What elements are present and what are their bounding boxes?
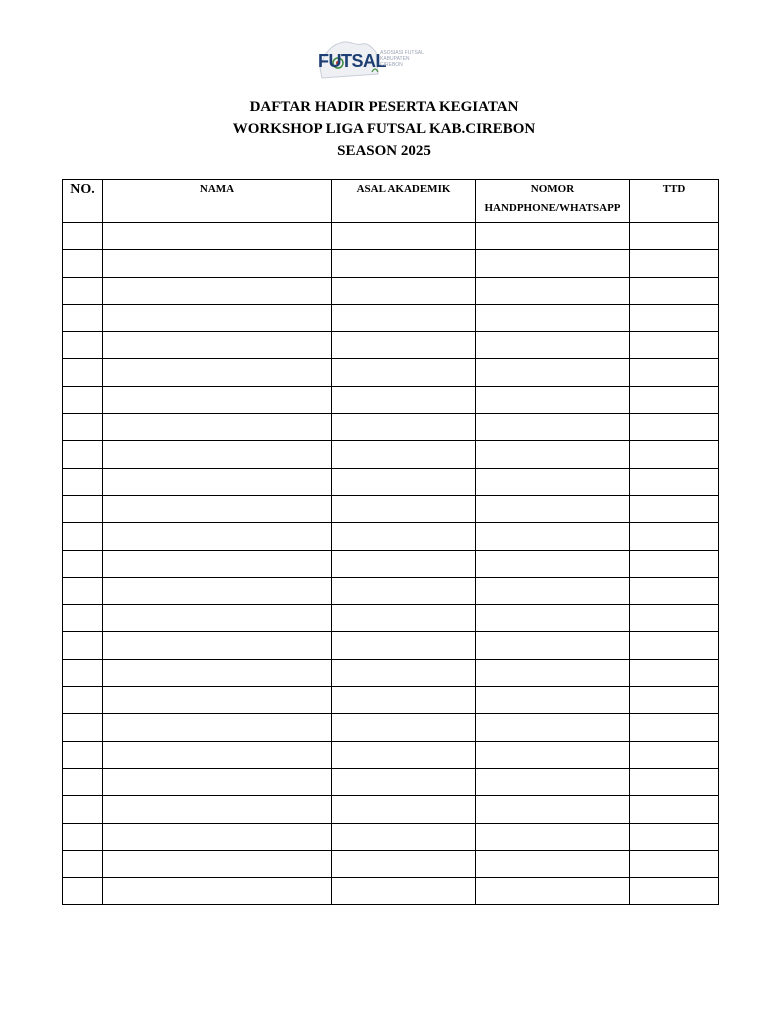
cell-nomor[interactable] [476,823,630,850]
cell-no[interactable] [63,796,103,823]
cell-ttd[interactable] [630,741,719,768]
cell-nomor[interactable] [476,523,630,550]
cell-nama[interactable] [103,741,332,768]
table-row [63,414,719,441]
cell-nama[interactable] [103,468,332,495]
cell-nama[interactable] [103,277,332,304]
cell-ttd[interactable] [630,768,719,795]
cell-ttd[interactable] [630,468,719,495]
table-row [63,441,719,468]
cell-no[interactable] [63,468,103,495]
cell-ttd[interactable] [630,359,719,386]
cell-asal-akademik[interactable] [332,823,476,850]
column-header-asal-akademik: ASAL AKADEMIK [332,180,476,223]
column-header-nomor [476,180,630,223]
cell-nama[interactable] [103,359,332,386]
cell-asal-akademik[interactable] [332,741,476,768]
cell-no[interactable] [63,304,103,331]
table-row [63,823,719,850]
cell-nomor[interactable] [476,495,630,522]
table-row [63,277,719,304]
cell-ttd[interactable] [630,714,719,741]
cell-nomor[interactable] [476,768,630,795]
cell-asal-akademik[interactable] [332,659,476,686]
table-row [63,632,719,659]
cell-no[interactable] [63,768,103,795]
document-season: SEASON 2025 [337,143,431,159]
cell-ttd[interactable] [630,277,719,304]
cell-nomor[interactable] [476,441,630,468]
cell-ttd[interactable] [630,550,719,577]
cell-nomor[interactable] [476,632,630,659]
cell-asal-akademik[interactable] [332,523,476,550]
cell-asal-akademik[interactable] [332,441,476,468]
cell-nomor[interactable] [476,277,630,304]
cell-nomor[interactable] [476,332,630,359]
cell-no[interactable] [63,714,103,741]
cell-nomor[interactable] [476,577,630,604]
cell-nomor[interactable] [476,250,630,277]
cell-nomor[interactable] [476,850,630,877]
table-row [63,741,719,768]
cell-nomor[interactable] [476,605,630,632]
cell-no[interactable] [63,332,103,359]
table-row [63,468,719,495]
cell-asal-akademik[interactable] [332,332,476,359]
cell-ttd[interactable] [630,823,719,850]
cell-ttd[interactable] [630,250,719,277]
cell-nama[interactable] [103,414,332,441]
cell-no[interactable] [63,632,103,659]
column-header-nama: NAMA [103,180,332,223]
cell-ttd[interactable] [630,687,719,714]
document-header [0,96,768,162]
cell-no[interactable] [63,250,103,277]
cell-no[interactable] [63,687,103,714]
table-row [63,250,719,277]
cell-nama[interactable] [103,878,332,905]
cell-no[interactable] [63,414,103,441]
attendance-table [62,179,719,905]
cell-nomor[interactable] [476,741,630,768]
cell-ttd[interactable] [630,386,719,413]
cell-nomor[interactable] [476,796,630,823]
cell-asal-akademik[interactable] [332,250,476,277]
table-row [63,550,719,577]
cell-asal-akademik[interactable] [332,878,476,905]
cell-no[interactable] [63,441,103,468]
cell-no[interactable] [63,878,103,905]
cell-ttd[interactable] [630,332,719,359]
table-row [63,386,719,413]
cell-ttd[interactable] [630,414,719,441]
column-header-nomor-line2: HANDPHONE/WHATSAPP [484,202,621,214]
cell-no[interactable] [63,386,103,413]
cell-nama[interactable] [103,304,332,331]
cell-asal-akademik[interactable] [332,687,476,714]
cell-nomor[interactable] [476,687,630,714]
cell-nama[interactable] [103,632,332,659]
cell-asal-akademik[interactable] [332,495,476,522]
cell-ttd[interactable] [630,850,719,877]
cell-asal-akademik[interactable] [332,386,476,413]
cell-ttd[interactable] [630,441,719,468]
table-row [63,332,719,359]
cell-no[interactable] [63,495,103,522]
cell-nomor[interactable] [476,414,630,441]
cell-no[interactable] [63,359,103,386]
document-subtitle: WORKSHOP LIGA FUTSAL KAB.CIREBON [232,121,536,137]
cell-no[interactable] [63,523,103,550]
cell-nama[interactable] [103,659,332,686]
table-row [63,605,719,632]
cell-asal-akademik[interactable] [332,850,476,877]
cell-asal-akademik[interactable] [332,796,476,823]
cell-no[interactable] [63,605,103,632]
table-row [63,796,719,823]
cell-nama[interactable] [103,577,332,604]
table-body [63,223,719,905]
table-row [63,850,719,877]
cell-ttd[interactable] [630,523,719,550]
cell-nama[interactable] [103,523,332,550]
logo-subtitle: ASOSIASI FUTSAL KABUPATEN CIREBON [380,50,424,68]
cell-asal-akademik[interactable] [332,632,476,659]
cell-ttd[interactable] [630,605,719,632]
cell-ttd[interactable] [630,577,719,604]
cell-no[interactable] [63,277,103,304]
cell-nama[interactable] [103,768,332,795]
cell-ttd[interactable] [630,495,719,522]
table-row [63,577,719,604]
cell-asal-akademik[interactable] [332,414,476,441]
cell-no[interactable] [63,577,103,604]
column-header-ttd: TTD [630,180,719,223]
cell-nomor[interactable] [476,359,630,386]
cell-nama[interactable] [103,850,332,877]
cell-ttd[interactable] [630,796,719,823]
cell-nama[interactable] [103,495,332,522]
cell-no[interactable] [63,659,103,686]
table-row [63,495,719,522]
table-row [63,714,719,741]
cell-nama[interactable] [103,441,332,468]
cell-asal-akademik[interactable] [332,277,476,304]
table-row [63,878,719,905]
cell-nomor[interactable] [476,659,630,686]
cell-nama[interactable] [103,250,332,277]
cell-ttd[interactable] [630,878,719,905]
cell-asal-akademik[interactable] [332,468,476,495]
cell-nama[interactable] [103,796,332,823]
cell-no[interactable] [63,850,103,877]
cell-nama[interactable] [103,223,332,250]
cell-asal-akademik[interactable] [332,768,476,795]
cell-asal-akademik[interactable] [332,359,476,386]
cell-nomor[interactable] [476,386,630,413]
cell-nama[interactable] [103,823,332,850]
cell-nomor[interactable] [476,550,630,577]
cell-nama[interactable] [103,386,332,413]
cell-ttd[interactable] [630,659,719,686]
cell-ttd[interactable] [630,223,719,250]
cell-nomor[interactable] [476,304,630,331]
cell-no[interactable] [63,223,103,250]
document-title: DAFTAR HADIR PESERTA KEGIATAN [249,99,519,115]
cell-no[interactable] [63,550,103,577]
cell-asal-akademik[interactable] [332,223,476,250]
table-row [63,768,719,795]
futsal-logo [314,38,440,82]
cell-nama[interactable] [103,714,332,741]
cell-nomor[interactable] [476,714,630,741]
cell-asal-akademik[interactable] [332,550,476,577]
cell-asal-akademik[interactable] [332,605,476,632]
table-row [63,523,719,550]
cell-nomor[interactable] [476,223,630,250]
table-row [63,223,719,250]
cell-nama[interactable] [103,605,332,632]
table-row [63,304,719,331]
cell-ttd[interactable] [630,304,719,331]
cell-nama[interactable] [103,332,332,359]
cell-asal-akademik[interactable] [332,304,476,331]
cell-asal-akademik[interactable] [332,577,476,604]
table-row [63,687,719,714]
table-header-row [63,180,719,223]
logo-wordmark: FUTSAL [318,51,386,71]
cell-no[interactable] [63,823,103,850]
table-row [63,359,719,386]
column-header-nomor-line1: NOMOR [530,183,575,195]
cell-nama[interactable] [103,687,332,714]
table-row [63,659,719,686]
cell-no[interactable] [63,741,103,768]
cell-nomor[interactable] [476,878,630,905]
cell-nama[interactable] [103,550,332,577]
column-header-no: NO. [63,180,103,223]
cell-asal-akademik[interactable] [332,714,476,741]
cell-ttd[interactable] [630,632,719,659]
cell-nomor[interactable] [476,468,630,495]
